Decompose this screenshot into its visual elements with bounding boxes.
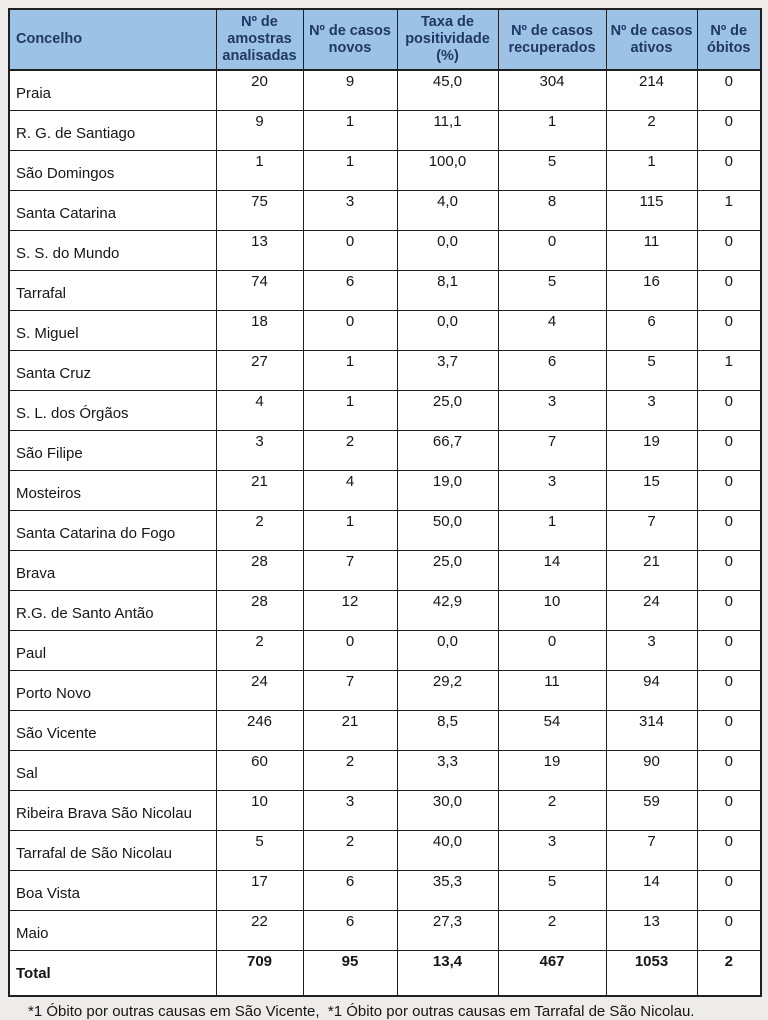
value-cell: 0 [697, 871, 761, 911]
concelho-cell: Mosteiros [9, 471, 216, 511]
value-cell: 6 [303, 911, 397, 951]
value-cell: 13 [606, 911, 697, 951]
value-cell: 29,2 [397, 671, 498, 711]
value-cell: 11,1 [397, 111, 498, 151]
table-row [9, 911, 761, 951]
column-header-5: Nº de casos ativos [606, 9, 697, 70]
value-cell: 5 [498, 151, 606, 191]
table-row [9, 111, 761, 151]
value-cell: 3 [498, 831, 606, 871]
value-cell: 24 [606, 591, 697, 631]
concelho-cell: São Filipe [9, 431, 216, 471]
table-row [9, 391, 761, 431]
value-cell: 0 [697, 751, 761, 791]
value-cell: 75 [216, 191, 303, 231]
table-row [9, 871, 761, 911]
value-cell: 20 [216, 70, 303, 111]
value-cell: 3 [606, 391, 697, 431]
value-cell: 115 [606, 191, 697, 231]
table-row [9, 271, 761, 311]
concelho-cell: Maio [9, 911, 216, 951]
value-cell: 24 [216, 671, 303, 711]
table-row [9, 711, 761, 751]
value-cell: 50,0 [397, 511, 498, 551]
value-cell: 28 [216, 551, 303, 591]
value-cell: 3 [216, 431, 303, 471]
footnote: *1 Óbito por outras causas em São Vicente, *1 Óbito por outras causas em Tarrafal de São Nicolau. [28, 1003, 695, 1020]
value-cell: 0 [697, 511, 761, 551]
value-cell: 8 [498, 191, 606, 231]
value-cell: 7 [303, 551, 397, 591]
value-cell: 0 [697, 311, 761, 351]
value-cell: 0 [697, 271, 761, 311]
value-cell: 0,0 [397, 231, 498, 271]
column-header-2: Nº de casos novos [303, 9, 397, 70]
value-cell: 0 [697, 151, 761, 191]
value-cell: 54 [498, 711, 606, 751]
concelho-cell: Boa Vista [9, 871, 216, 911]
value-cell: 59 [606, 791, 697, 831]
value-cell: 0 [697, 791, 761, 831]
total-label-cell: Total [9, 951, 216, 997]
value-cell: 0 [303, 631, 397, 671]
value-cell: 0 [697, 111, 761, 151]
value-cell: 3 [303, 191, 397, 231]
concelho-cell: Ribeira Brava São Nicolau [9, 791, 216, 831]
value-cell: 0 [697, 431, 761, 471]
concelho-cell: Sal [9, 751, 216, 791]
table-row [9, 191, 761, 231]
value-cell: 0,0 [397, 631, 498, 671]
total-row [9, 951, 761, 997]
table-row [9, 471, 761, 511]
value-cell: 9 [216, 111, 303, 151]
value-cell: 1 [216, 151, 303, 191]
table-row [9, 231, 761, 271]
header-row [9, 9, 761, 70]
value-cell: 2 [303, 831, 397, 871]
value-cell: 19 [606, 431, 697, 471]
table-row [9, 631, 761, 671]
value-cell: 0 [303, 311, 397, 351]
value-cell: 18 [216, 311, 303, 351]
value-cell: 14 [606, 871, 697, 911]
value-cell: 19 [498, 751, 606, 791]
value-cell: 314 [606, 711, 697, 751]
concelho-cell: S. S. do Mundo [9, 231, 216, 271]
value-cell: 0,0 [397, 311, 498, 351]
value-cell: 0 [697, 911, 761, 951]
column-header-3: Taxa de positividade (%) [397, 9, 498, 70]
value-cell: 0 [697, 831, 761, 871]
value-cell: 2 [303, 431, 397, 471]
value-cell: 4 [498, 311, 606, 351]
value-cell: 1 [697, 191, 761, 231]
total-value-cell: 709 [216, 951, 303, 997]
value-cell: 8,5 [397, 711, 498, 751]
value-cell: 60 [216, 751, 303, 791]
value-cell: 10 [216, 791, 303, 831]
concelho-cell: Praia [9, 70, 216, 111]
value-cell: 12 [303, 591, 397, 631]
value-cell: 0 [303, 231, 397, 271]
value-cell: 3 [498, 471, 606, 511]
column-header-1: Nº de amostras analisadas [216, 9, 303, 70]
total-value-cell: 467 [498, 951, 606, 997]
value-cell: 25,0 [397, 551, 498, 591]
table-row [9, 311, 761, 351]
value-cell: 1 [697, 351, 761, 391]
value-cell: 7 [606, 831, 697, 871]
value-cell: 3,3 [397, 751, 498, 791]
value-cell: 66,7 [397, 431, 498, 471]
value-cell: 0 [697, 391, 761, 431]
total-value-cell: 2 [697, 951, 761, 997]
value-cell: 0 [697, 671, 761, 711]
value-cell: 2 [216, 631, 303, 671]
covid-concelho-table [8, 8, 762, 997]
value-cell: 9 [303, 70, 397, 111]
value-cell: 0 [697, 471, 761, 511]
value-cell: 7 [606, 511, 697, 551]
value-cell: 100,0 [397, 151, 498, 191]
value-cell: 11 [498, 671, 606, 711]
concelho-cell: São Domingos [9, 151, 216, 191]
value-cell: 2 [216, 511, 303, 551]
value-cell: 0 [498, 631, 606, 671]
value-cell: 0 [697, 70, 761, 111]
value-cell: 74 [216, 271, 303, 311]
value-cell: 3,7 [397, 351, 498, 391]
concelho-cell: R. G. de Santiago [9, 111, 216, 151]
value-cell: 3 [498, 391, 606, 431]
value-cell: 0 [697, 551, 761, 591]
value-cell: 30,0 [397, 791, 498, 831]
table-row [9, 551, 761, 591]
value-cell: 21 [216, 471, 303, 511]
value-cell: 246 [216, 711, 303, 751]
total-value-cell: 95 [303, 951, 397, 997]
concelho-cell: Santa Catarina [9, 191, 216, 231]
table-row [9, 511, 761, 551]
value-cell: 6 [303, 271, 397, 311]
concelho-cell: Tarrafal de São Nicolau [9, 831, 216, 871]
value-cell: 94 [606, 671, 697, 711]
column-header-6: Nº de óbitos [697, 9, 761, 70]
value-cell: 2 [498, 911, 606, 951]
value-cell: 10 [498, 591, 606, 631]
value-cell: 11 [606, 231, 697, 271]
column-header-0: Concelho [9, 9, 216, 70]
value-cell: 5 [606, 351, 697, 391]
table-body [9, 70, 761, 996]
value-cell: 22 [216, 911, 303, 951]
value-cell: 304 [498, 70, 606, 111]
concelho-cell: Santa Cruz [9, 351, 216, 391]
value-cell: 0 [498, 231, 606, 271]
table-row [9, 591, 761, 631]
value-cell: 15 [606, 471, 697, 511]
value-cell: 16 [606, 271, 697, 311]
value-cell: 21 [606, 551, 697, 591]
table-row [9, 431, 761, 471]
value-cell: 2 [303, 751, 397, 791]
table-row [9, 791, 761, 831]
value-cell: 3 [606, 631, 697, 671]
value-cell: 21 [303, 711, 397, 751]
table-row [9, 751, 761, 791]
value-cell: 0 [697, 591, 761, 631]
value-cell: 7 [303, 671, 397, 711]
table-row [9, 351, 761, 391]
value-cell: 27 [216, 351, 303, 391]
table-row [9, 70, 761, 111]
concelho-cell: São Vicente [9, 711, 216, 751]
table-row [9, 831, 761, 871]
total-value-cell: 1053 [606, 951, 697, 997]
value-cell: 2 [498, 791, 606, 831]
table-row [9, 671, 761, 711]
total-value-cell: 13,4 [397, 951, 498, 997]
value-cell: 14 [498, 551, 606, 591]
value-cell: 4 [216, 391, 303, 431]
value-cell: 3 [303, 791, 397, 831]
concelho-cell: R.G. de Santo Antão [9, 591, 216, 631]
table-header [9, 9, 761, 70]
value-cell: 40,0 [397, 831, 498, 871]
column-header-4: Nº de casos recuperados [498, 9, 606, 70]
value-cell: 42,9 [397, 591, 498, 631]
value-cell: 25,0 [397, 391, 498, 431]
concelho-cell: Santa Catarina do Fogo [9, 511, 216, 551]
value-cell: 1 [498, 111, 606, 151]
value-cell: 13 [216, 231, 303, 271]
concelho-cell: Porto Novo [9, 671, 216, 711]
value-cell: 90 [606, 751, 697, 791]
value-cell: 1 [606, 151, 697, 191]
value-cell: 4 [303, 471, 397, 511]
value-cell: 1 [303, 511, 397, 551]
value-cell: 7 [498, 431, 606, 471]
value-cell: 5 [216, 831, 303, 871]
value-cell: 35,3 [397, 871, 498, 911]
concelho-cell: S. Miguel [9, 311, 216, 351]
value-cell: 6 [498, 351, 606, 391]
concelho-cell: Brava [9, 551, 216, 591]
value-cell: 19,0 [397, 471, 498, 511]
value-cell: 0 [697, 631, 761, 671]
value-cell: 27,3 [397, 911, 498, 951]
concelho-cell: Tarrafal [9, 271, 216, 311]
value-cell: 1 [303, 351, 397, 391]
value-cell: 214 [606, 70, 697, 111]
value-cell: 1 [303, 151, 397, 191]
concelho-cell: S. L. dos Órgãos [9, 391, 216, 431]
value-cell: 6 [303, 871, 397, 911]
value-cell: 1 [498, 511, 606, 551]
value-cell: 8,1 [397, 271, 498, 311]
value-cell: 5 [498, 271, 606, 311]
value-cell: 2 [606, 111, 697, 151]
value-cell: 5 [498, 871, 606, 911]
value-cell: 0 [697, 231, 761, 271]
value-cell: 6 [606, 311, 697, 351]
value-cell: 45,0 [397, 70, 498, 111]
value-cell: 0 [697, 711, 761, 751]
value-cell: 4,0 [397, 191, 498, 231]
value-cell: 17 [216, 871, 303, 911]
concelho-cell: Paul [9, 631, 216, 671]
value-cell: 1 [303, 111, 397, 151]
value-cell: 28 [216, 591, 303, 631]
table-row [9, 151, 761, 191]
value-cell: 1 [303, 391, 397, 431]
